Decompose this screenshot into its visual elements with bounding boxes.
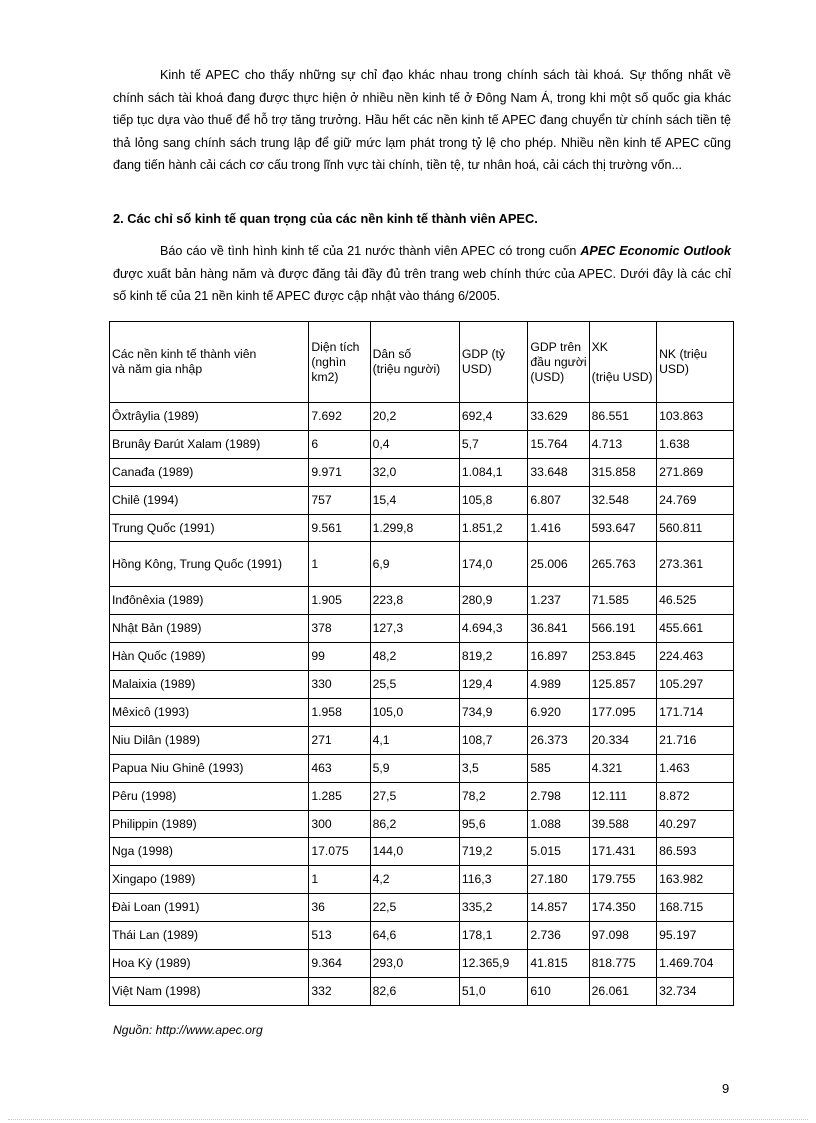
cell-gdp: 78,2 [459,782,528,810]
report-paragraph-after: được xuất bản hàng năm và được đăng tải đầy đủ trên trang web chính thức của APEC. Dưới đây là các chỉ số kinh tế của 21 nền kinh tế APEC được cập nhật vào tháng 6/2005. [113,266,731,303]
report-paragraph-before: Báo cáo về tình hình kinh tế của 21 nước thành viên APEC có trong cuốn [160,244,581,258]
cell-population: 144,0 [370,838,459,866]
header-exports-line2: (triệu USD) [591,369,653,384]
cell-imports: 95.197 [657,922,734,950]
cell-gdp: 95,6 [459,810,528,838]
cell-gdp-per-capita: 26.373 [528,726,589,754]
cell-exports: 566.191 [589,615,656,643]
cell-area: 330 [309,671,370,699]
cell-population: 105,0 [370,699,459,727]
cell-gdp-per-capita: 1.088 [528,810,589,838]
cell-gdp: 116,3 [459,866,528,894]
table-row [110,587,734,615]
cell-area: 7.692 [309,403,370,431]
cell-gdp: 692,4 [459,403,528,431]
cell-population: 127,3 [370,615,459,643]
cell-imports: 8.872 [657,782,734,810]
cell-population: 32,0 [370,458,459,486]
cell-exports: 86.551 [589,403,656,431]
cell-exports: 71.585 [589,587,656,615]
cell-imports: 1.469.704 [657,950,734,978]
cell-exports: 177.095 [589,699,656,727]
cell-area: 1.905 [309,587,370,615]
cell-area: 1.285 [309,782,370,810]
cell-exports: 4.713 [589,430,656,458]
cell-economy: Canađa (1989) [110,458,309,486]
cell-exports: 97.098 [589,922,656,950]
cell-area: 9.364 [309,950,370,978]
cell-area: 6 [309,430,370,458]
cell-imports: 273.361 [657,542,734,587]
cell-economy: Mêxicô (1993) [110,699,309,727]
cell-population: 86,2 [370,810,459,838]
cell-exports: 174.350 [589,894,656,922]
cell-exports: 4.321 [589,754,656,782]
cell-economy: Việt Nam (1998) [110,977,309,1005]
cell-imports: 171.714 [657,699,734,727]
cell-area: 757 [309,486,370,514]
cell-gdp: 12.365,9 [459,950,528,978]
cell-population: 293,0 [370,950,459,978]
cell-imports: 46.525 [657,587,734,615]
report-title-emphasis: APEC Economic Outlook [580,244,731,258]
cell-economy: Philippin (1989) [110,810,309,838]
cell-area: 1.958 [309,699,370,727]
cell-population: 82,6 [370,977,459,1005]
section-heading: 2. Các chỉ số kinh tế quan trọng của các nền kinh tế thành viên APEC. [113,211,538,226]
table-row [110,782,734,810]
cell-exports: 818.775 [589,950,656,978]
cell-area: 271 [309,726,370,754]
cell-exports: 39.588 [589,810,656,838]
header-economy [110,322,309,403]
cell-imports: 105.297 [657,671,734,699]
cell-exports: 171.431 [589,838,656,866]
cell-economy: Papua Niu Ghinê (1993) [110,754,309,782]
cell-exports: 265.763 [589,542,656,587]
cell-imports: 1.638 [657,430,734,458]
cell-exports: 26.061 [589,977,656,1005]
cell-exports: 315.858 [589,458,656,486]
cell-gdp: 3,5 [459,754,528,782]
cell-gdp-per-capita: 610 [528,977,589,1005]
cell-gdp-per-capita: 6.807 [528,486,589,514]
cell-gdp-per-capita: 25.006 [528,542,589,587]
cell-area: 36 [309,894,370,922]
cell-gdp-per-capita: 585 [528,754,589,782]
cell-gdp-per-capita: 1.237 [528,587,589,615]
cell-exports: 179.755 [589,866,656,894]
table-row [110,430,734,458]
cell-economy: Xingapo (1989) [110,866,309,894]
table-row [110,950,734,978]
cell-gdp: 4.694,3 [459,615,528,643]
table-row [110,894,734,922]
cell-population: 27,5 [370,782,459,810]
table-row [110,615,734,643]
cell-area: 9.561 [309,514,370,542]
cell-area: 1 [309,866,370,894]
cell-population: 4,1 [370,726,459,754]
cell-gdp-per-capita: 4.989 [528,671,589,699]
header-gdp-per-capita: GDP trên đầu người (USD) [528,322,589,403]
cell-imports: 86.593 [657,838,734,866]
cell-gdp-per-capita: 27.180 [528,866,589,894]
cell-exports: 125.857 [589,671,656,699]
cell-gdp: 819,2 [459,643,528,671]
cell-exports: 20.334 [589,726,656,754]
cell-area: 463 [309,754,370,782]
cell-economy: Pêru (1998) [110,782,309,810]
cell-gdp: 719,2 [459,838,528,866]
table-row [110,671,734,699]
table-header-row [110,322,734,403]
cell-economy: Nga (1998) [110,838,309,866]
report-paragraph [113,240,731,308]
cell-gdp: 108,7 [459,726,528,754]
cell-area: 332 [309,977,370,1005]
cell-area: 17.075 [309,838,370,866]
header-economy-line2: và năm gia nhập [112,362,203,376]
header-exports [589,322,656,403]
cell-imports: 163.982 [657,866,734,894]
cell-gdp: 51,0 [459,977,528,1005]
table-row [110,977,734,1005]
cell-economy: Malaixia (1989) [110,671,309,699]
cell-population: 6,9 [370,542,459,587]
cell-gdp: 335,2 [459,894,528,922]
cell-gdp: 178,1 [459,922,528,950]
cell-exports: 253.845 [589,643,656,671]
cell-gdp: 1.851,2 [459,514,528,542]
table-row [110,838,734,866]
cell-gdp-per-capita: 2.798 [528,782,589,810]
cell-population: 0,4 [370,430,459,458]
cell-imports: 168.715 [657,894,734,922]
cell-imports: 1.463 [657,754,734,782]
cell-area: 300 [309,810,370,838]
cell-population: 15,4 [370,486,459,514]
cell-gdp-per-capita: 36.841 [528,615,589,643]
cell-economy: Brunây Đarút Xalam (1989) [110,430,309,458]
cell-economy: Hàn Quốc (1989) [110,643,309,671]
table-row [110,403,734,431]
cell-area: 1 [309,542,370,587]
header-population-line2: (triệu người) [372,362,441,376]
cell-economy: Trung Quốc (1991) [110,514,309,542]
table-row [110,922,734,950]
cell-population: 223,8 [370,587,459,615]
header-population-line1: Dân số [372,347,412,361]
cell-gdp: 1.084,1 [459,458,528,486]
cell-population: 64,6 [370,922,459,950]
cell-gdp: 174,0 [459,542,528,587]
cell-economy: Inđônêxia (1989) [110,587,309,615]
cell-economy: Ôxtrâylia (1989) [110,403,309,431]
table-row [110,866,734,894]
cell-economy: Thái Lan (1989) [110,922,309,950]
cell-gdp-per-capita: 33.648 [528,458,589,486]
header-population [370,322,459,403]
cell-gdp-per-capita: 15.764 [528,430,589,458]
cell-economy: Nhật Bản (1989) [110,615,309,643]
cell-economy: Hoa Kỳ (1989) [110,950,309,978]
cell-area: 378 [309,615,370,643]
intro-paragraph-text: Kinh tế APEC cho thấy những sự chỉ đạo khác nhau trong chính sách tài khoá. Sự thống nhất về chính sách tài khoá đang được thực hiện ở nhiều nền kinh tế ở Đông Nam Á, trong khi một số quốc gia khác tiếp tục dựa vào thuế để hỗ trợ tăng trưởng. Hầu hết các nền kinh tế APEC đang chuyển từ chính sách tiền tệ thả lỏng sang chính sách trung lập để giữ mức lạm phát trong tỷ lệ cho phép. Nhiều nền kinh tế APEC cũng đang tiến hành cải cách cơ cấu trong lĩnh vực tài chính, tiền tệ, tư nhân hoá, cải cách thị trường vốn... [113,68,731,172]
apec-indicators-table [109,321,734,1006]
cell-population: 1.299,8 [370,514,459,542]
header-exports-line1: XK [591,339,608,354]
table-row [110,726,734,754]
table-row [110,699,734,727]
cell-exports: 593.647 [589,514,656,542]
cell-gdp-per-capita: 16.897 [528,643,589,671]
table-row [110,754,734,782]
table-row [110,458,734,486]
cell-gdp-per-capita: 41.815 [528,950,589,978]
source-note: Nguồn: http://www.apec.org [113,1023,263,1037]
header-gdp: GDP (tỷ USD) [459,322,528,403]
cell-gdp: 5,7 [459,430,528,458]
cell-imports: 103.863 [657,403,734,431]
page-number: 9 [722,1081,730,1096]
header-economy-line1: Các nền kinh tế thành viên [112,347,257,361]
cell-exports: 12.111 [589,782,656,810]
table-row [110,486,734,514]
table-row [110,514,734,542]
cell-gdp: 734,9 [459,699,528,727]
cell-gdp: 105,8 [459,486,528,514]
cell-population: 48,2 [370,643,459,671]
cell-population: 4,2 [370,866,459,894]
cell-area: 99 [309,643,370,671]
cell-economy: Chilê (1994) [110,486,309,514]
header-imports: NK (triệu USD) [657,322,734,403]
cell-economy: Niu Dilân (1989) [110,726,309,754]
cell-population: 20,2 [370,403,459,431]
cell-population: 25,5 [370,671,459,699]
cell-imports: 40.297 [657,810,734,838]
cell-gdp-per-capita: 5.015 [528,838,589,866]
cell-population: 5,9 [370,754,459,782]
cell-gdp: 280,9 [459,587,528,615]
cell-imports: 32.734 [657,977,734,1005]
cell-gdp: 129,4 [459,671,528,699]
cell-gdp-per-capita: 14.857 [528,894,589,922]
cell-exports: 32.548 [589,486,656,514]
cell-population: 22,5 [370,894,459,922]
cell-imports: 21.716 [657,726,734,754]
cell-area: 9.971 [309,458,370,486]
cell-gdp-per-capita: 33.629 [528,403,589,431]
table-row [110,810,734,838]
cell-gdp-per-capita: 6.920 [528,699,589,727]
cell-economy: Đài Loan (1991) [110,894,309,922]
cell-imports: 24.769 [657,486,734,514]
cell-gdp-per-capita: 1.416 [528,514,589,542]
cell-area: 513 [309,922,370,950]
table-row [110,643,734,671]
intro-paragraph [113,64,731,177]
cell-imports: 455.661 [657,615,734,643]
cell-imports: 224.463 [657,643,734,671]
cell-imports: 560.811 [657,514,734,542]
header-area: Diện tích (nghìn km2) [309,322,370,403]
cell-imports: 271.869 [657,458,734,486]
cell-gdp-per-capita: 2.736 [528,922,589,950]
table-row [110,542,734,587]
cell-economy: Hồng Kông, Trung Quốc (1991) [110,542,309,587]
page-bottom-divider [8,1119,808,1120]
